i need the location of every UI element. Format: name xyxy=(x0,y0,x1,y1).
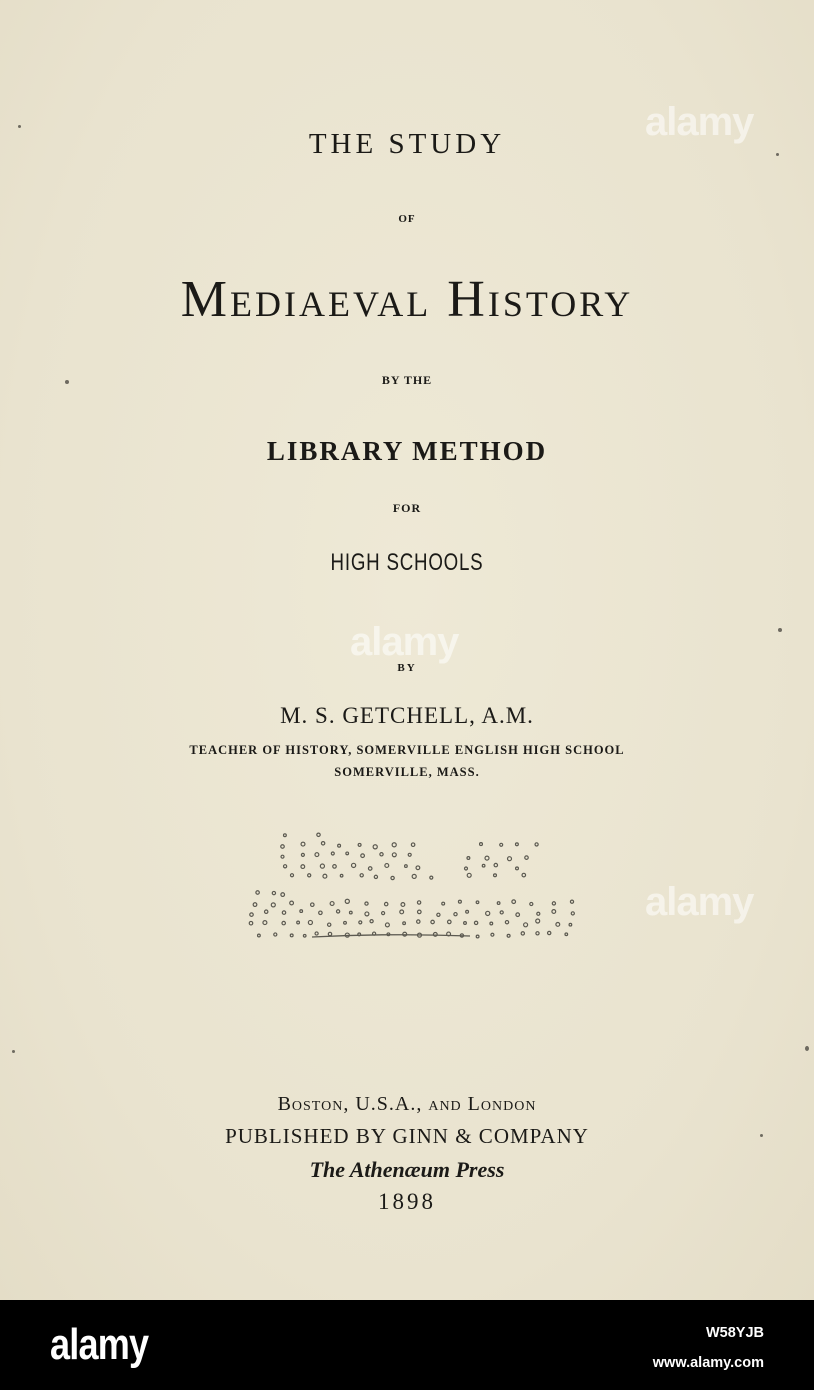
stamp-dot xyxy=(368,867,372,871)
stamp-dot xyxy=(290,874,293,877)
stamp-dot xyxy=(315,853,319,857)
stamp-dot xyxy=(311,903,314,906)
stamp-dot xyxy=(258,934,261,937)
stamp-dot xyxy=(263,921,267,925)
stamp-dot xyxy=(328,923,331,926)
stamp-dot xyxy=(552,902,555,905)
stamp-dot xyxy=(480,843,483,846)
stamp-dot xyxy=(548,931,551,934)
stamp-dot xyxy=(272,891,275,894)
title-line-study: THE STUDY xyxy=(308,128,506,160)
stamp-dot xyxy=(385,864,389,868)
stamp-dot xyxy=(403,922,406,925)
paper-speck xyxy=(65,380,69,384)
stamp-dot xyxy=(442,902,445,905)
paper-speck xyxy=(776,153,779,156)
stamp-dot xyxy=(290,901,294,905)
stamp-dot xyxy=(256,891,259,894)
stamp-dot xyxy=(281,855,284,858)
title-line-by-the: BY THE xyxy=(381,373,433,387)
stamp-dot xyxy=(392,843,396,847)
stamp-dot xyxy=(315,932,318,935)
stamp-dot xyxy=(282,921,285,924)
stamp-dot xyxy=(297,921,300,924)
stamp-dot xyxy=(319,911,322,914)
stamp-dot xyxy=(401,903,405,907)
stamp-dot xyxy=(417,901,420,904)
stamp-dot xyxy=(476,935,479,938)
stamp-dot xyxy=(400,910,404,914)
title-line-for: FOR xyxy=(392,501,422,515)
watermark-logo: alamy xyxy=(350,620,459,664)
stamp-dot xyxy=(281,893,285,897)
stamp-dot xyxy=(570,900,573,903)
stamp-dot xyxy=(301,853,304,856)
stamp-dot xyxy=(482,864,485,867)
stamp-dot xyxy=(467,873,471,877)
stamp-dot xyxy=(345,899,349,903)
stamp-dot xyxy=(454,913,457,916)
stamp-dot xyxy=(358,843,361,846)
stamp-dot xyxy=(491,933,494,936)
stamp-dot xyxy=(317,833,320,836)
stamp-dot xyxy=(365,902,368,905)
stamp-dot xyxy=(505,921,508,924)
stamp-dot xyxy=(349,911,352,914)
stamp-dot xyxy=(405,865,408,868)
imprint-year: 1898 xyxy=(378,1189,436,1214)
stamp-dot xyxy=(374,875,377,878)
stamp-dot xyxy=(537,912,540,915)
stamp-dot xyxy=(352,863,356,867)
stamp-dot xyxy=(565,933,568,936)
site-url: www.alamy.com xyxy=(652,1355,764,1371)
title-line-of: OF xyxy=(398,213,416,225)
stamp-dot xyxy=(249,921,253,925)
stamp-dot xyxy=(328,932,331,935)
author-position: TEACHER OF HISTORY, SOMERVILLE ENGLISH HIGH SCHOOL xyxy=(189,743,625,757)
stamp-dot xyxy=(571,912,574,915)
stamp-dot xyxy=(282,911,285,914)
main-title: Mediaeval History xyxy=(180,271,634,328)
stamp-dot xyxy=(301,865,305,869)
stamp-dot xyxy=(516,867,519,870)
stamp-dot xyxy=(333,865,337,869)
title-line-library-method: LIBRARY METHOD xyxy=(266,436,548,466)
stamp-dot xyxy=(418,910,422,914)
stamp-dot xyxy=(338,844,341,847)
stamp-dot xyxy=(359,921,362,924)
watermark-logo: alamy xyxy=(645,100,754,144)
stamp-dot xyxy=(271,903,275,907)
stamp-dot xyxy=(507,934,510,937)
stamp-dot xyxy=(521,932,524,935)
stamp-dot xyxy=(391,876,394,879)
stamp-dot xyxy=(530,902,533,905)
stamp-dot xyxy=(331,852,334,855)
stamp-dot xyxy=(411,843,414,846)
stamp-dot xyxy=(525,856,528,859)
stamp-dot xyxy=(490,922,493,925)
stamp-dot xyxy=(485,856,489,860)
author-town: SOMERVILLE, MASS. xyxy=(334,765,480,779)
stamp-dot xyxy=(437,913,440,916)
stamp-dot xyxy=(308,920,312,924)
stamp-dot xyxy=(552,910,556,914)
paper-speck xyxy=(760,1134,763,1137)
stamp-dot xyxy=(365,912,369,916)
stamp-dot xyxy=(474,921,477,924)
author-name: M. S. GETCHELL, A.M. xyxy=(280,703,534,728)
watermark-logo: alamy xyxy=(645,880,754,924)
stamp-dot xyxy=(515,843,518,846)
stamp-dot xyxy=(412,874,416,878)
imprint-press: The Athenæum Press xyxy=(309,1157,505,1182)
stamp-dot xyxy=(373,845,377,849)
stamp-dot xyxy=(556,923,560,927)
stamp-dot xyxy=(508,857,512,861)
stamp-dot xyxy=(476,901,479,904)
stamp-dot xyxy=(284,834,287,837)
paper-speck xyxy=(18,125,21,128)
stamp-dot xyxy=(320,864,324,868)
stamp-dot xyxy=(448,920,452,924)
imprint-publisher: PUBLISHED BY GINN & COMPANY xyxy=(225,1124,589,1148)
stamp-dot xyxy=(301,842,305,846)
stamp-dot xyxy=(535,843,538,846)
stamp-dot xyxy=(344,921,347,924)
stamp-dot xyxy=(290,934,293,937)
stamp-dot xyxy=(360,874,363,877)
stamp-dot xyxy=(497,902,500,905)
paper-speck xyxy=(12,1050,15,1053)
stamp-dot xyxy=(336,910,339,913)
byline-by: BY xyxy=(397,662,417,674)
stamp-dot xyxy=(408,853,411,856)
stamp-dot xyxy=(303,934,306,937)
stamp-dot xyxy=(500,843,503,846)
stamp-dot xyxy=(467,857,470,860)
footer-logo: alamy xyxy=(50,1320,149,1369)
stamp-dot xyxy=(416,866,420,870)
paper-speck xyxy=(778,628,782,632)
stamp-dot xyxy=(516,913,520,917)
footer-info xyxy=(653,1318,764,1378)
stamp-dot xyxy=(281,845,285,849)
stamp-dot xyxy=(265,910,268,913)
stamp-dot xyxy=(431,920,434,923)
stamp-dot xyxy=(321,842,324,845)
image-id: W58YJB xyxy=(705,1325,764,1341)
stamp-dot xyxy=(382,912,385,915)
stamp-dot xyxy=(284,865,287,868)
stamp-dot xyxy=(465,867,468,870)
stamp-dot xyxy=(500,911,503,914)
stamp-dot xyxy=(569,923,572,926)
stamp-dot xyxy=(330,902,334,906)
stamp-dot xyxy=(430,876,433,879)
stamp-dot xyxy=(524,923,528,927)
stamp-dot xyxy=(361,854,365,858)
stamp-dot xyxy=(486,911,490,915)
stamp-dot xyxy=(346,852,349,855)
stamp-dot xyxy=(466,910,469,913)
stamp-dot xyxy=(385,923,389,927)
stamp-dot xyxy=(380,853,383,856)
stamp-dot xyxy=(250,913,254,917)
library-stamp-dots xyxy=(240,825,580,950)
stamp-dot xyxy=(417,920,420,923)
stamp-dot xyxy=(392,853,396,857)
stamp-dot xyxy=(253,903,257,907)
stamp-dot xyxy=(308,874,311,877)
stamp-dot xyxy=(464,922,467,925)
stamp-dot xyxy=(512,900,516,904)
stamp-dot xyxy=(536,919,540,923)
stamp-dot xyxy=(458,900,461,903)
stock-footer-bar xyxy=(0,1300,814,1390)
stamp-dot xyxy=(494,874,497,877)
title-line-high-schools: HIGH SCHOOLS xyxy=(330,549,484,576)
stamp-dot xyxy=(522,873,526,877)
stamp-dot xyxy=(323,874,327,878)
stamp-dot xyxy=(340,874,343,877)
stamp-dot xyxy=(274,933,277,936)
stamp-dot xyxy=(494,863,497,866)
stamp-dot xyxy=(536,932,539,935)
paper-speck xyxy=(805,1046,809,1051)
stamp-dot xyxy=(370,920,373,923)
imprint-place: Boston, U.S.A., and London xyxy=(277,1093,537,1115)
stamp-dot xyxy=(300,910,303,913)
stamp-dot xyxy=(385,902,388,905)
